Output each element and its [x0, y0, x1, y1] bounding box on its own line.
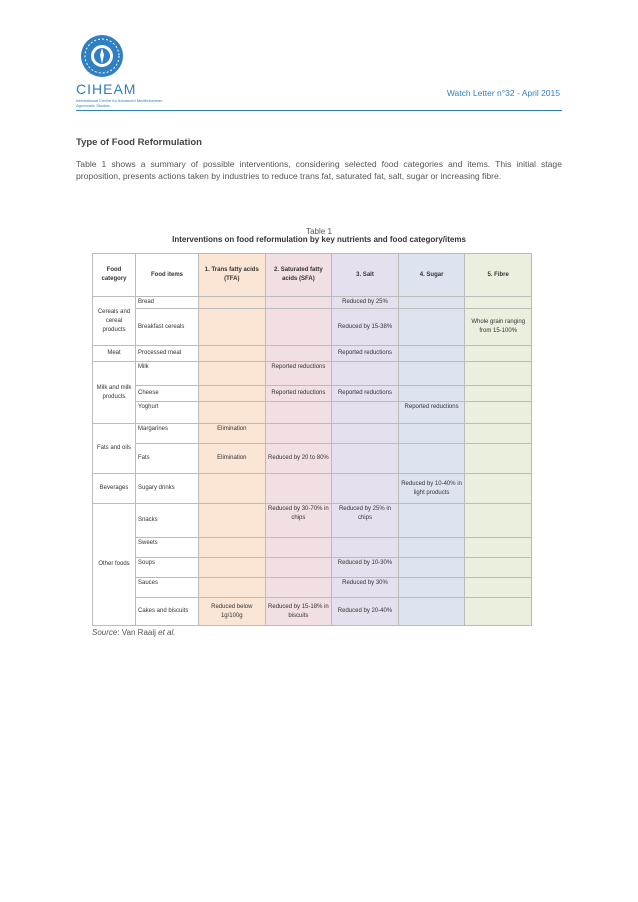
- header-tfa: 1. Trans fatty acids (TFA): [199, 254, 266, 297]
- sfa-cell: [265, 538, 332, 558]
- fibre-cell: [465, 362, 532, 386]
- tfa-cell: [199, 558, 266, 578]
- table-source: [92, 628, 175, 637]
- fibre-cell: [465, 346, 532, 362]
- tfa-cell: [199, 386, 266, 402]
- table-row: [93, 578, 532, 598]
- salt-cell: Reduced by 20-40%: [332, 598, 399, 626]
- sugar-cell: [398, 578, 465, 598]
- sfa-cell: [265, 309, 332, 346]
- sfa-cell: [265, 402, 332, 424]
- table-row: [93, 309, 532, 346]
- source-text: : Van Raaij: [117, 628, 159, 637]
- item-cell: Breakfast cereals: [136, 309, 199, 346]
- item-cell: Fats: [136, 444, 199, 474]
- logo-wordmark: CIHEAM: [76, 81, 137, 97]
- table-row: [93, 474, 532, 504]
- tfa-cell: [199, 362, 266, 386]
- fibre-cell: [465, 474, 532, 504]
- sugar-cell: [398, 386, 465, 402]
- item-cell: Margarines: [136, 424, 199, 444]
- category-meat: Meat: [93, 346, 136, 362]
- tfa-cell: [199, 309, 266, 346]
- salt-cell: [332, 362, 399, 386]
- watch-letter-label: Watch Letter n°32 - April 2015: [446, 88, 560, 98]
- sugar-cell: [398, 558, 465, 578]
- item-cell: Milk: [136, 362, 199, 386]
- category-milk: Milk and milk products: [93, 362, 136, 424]
- sugar-cell: [398, 598, 465, 626]
- table-row: [93, 346, 532, 362]
- item-cell: Bread: [136, 297, 199, 309]
- header-sugar: 4. Sugar: [398, 254, 465, 297]
- sugar-cell: [398, 346, 465, 362]
- salt-cell: Reported reductions: [332, 346, 399, 362]
- fibre-cell: [465, 538, 532, 558]
- table-title: Interventions on food reformulation by key nutrients and food category/items: [172, 235, 466, 244]
- category-cereals: Cereals and cereal products: [93, 297, 136, 346]
- table-row: [93, 598, 532, 626]
- fibre-cell: [465, 598, 532, 626]
- fibre-cell: [465, 297, 532, 309]
- item-cell: Sweets: [136, 538, 199, 558]
- category-other: Other foods: [93, 504, 136, 626]
- salt-cell: Reduced by 10-30%: [332, 558, 399, 578]
- logo-subtitle: International Centre for Advanced Mediterranean Agronomic Studies: [76, 98, 163, 108]
- salt-cell: [332, 444, 399, 474]
- header-sfa: 2. Saturated fatty acids (SFA): [265, 254, 332, 297]
- table-header-row: [93, 254, 532, 297]
- header-divider: [76, 110, 562, 111]
- category-fats: Fats and oils: [93, 424, 136, 474]
- header-fibre: 5. Fibre: [465, 254, 532, 297]
- salt-cell: [332, 538, 399, 558]
- sfa-cell: [265, 558, 332, 578]
- fibre-cell: [465, 402, 532, 424]
- tfa-cell: [199, 346, 266, 362]
- header-food-items: Food items: [136, 254, 199, 297]
- item-cell: Sugary drinks: [136, 474, 199, 504]
- item-cell: Processed meat: [136, 346, 199, 362]
- salt-cell: [332, 474, 399, 504]
- header-salt: 3. Salt: [332, 254, 399, 297]
- salt-cell: Reduced by 30%: [332, 578, 399, 598]
- table-row: [93, 297, 532, 309]
- sfa-cell: [265, 297, 332, 309]
- sugar-cell: [398, 309, 465, 346]
- reformulation-table: [92, 253, 532, 626]
- sugar-cell: [398, 362, 465, 386]
- salt-cell: Reduced by 25%: [332, 297, 399, 309]
- sfa-cell: Reduced by 30-70% in chips: [265, 504, 332, 538]
- fibre-cell: [465, 578, 532, 598]
- source-label: Source: [92, 628, 118, 637]
- fibre-cell: [465, 424, 532, 444]
- tfa-cell: Elimination: [199, 444, 266, 474]
- item-cell: Sauces: [136, 578, 199, 598]
- intro-paragraph: Table 1 shows a summary of possible interventions, considering selected food categories and items. This initial stage proposition, presents actions taken by industries to reduce trans fat, saturated fat, salt, sugar or increasing fibre.: [76, 159, 562, 181]
- salt-cell: [332, 402, 399, 424]
- header-food-category: Food category: [93, 254, 136, 297]
- salt-cell: Reduced by 25% in chips: [332, 504, 399, 538]
- sfa-cell: Reduced by 15-18% in biscuits: [265, 598, 332, 626]
- table-row: [93, 386, 532, 402]
- sfa-cell: [265, 346, 332, 362]
- source-etal: et al.: [158, 628, 176, 637]
- tfa-cell: [199, 297, 266, 309]
- item-cell: Snacks: [136, 504, 199, 538]
- fibre-cell: [465, 444, 532, 474]
- sugar-cell: [398, 297, 465, 309]
- tfa-cell: [199, 504, 266, 538]
- tfa-cell: [199, 538, 266, 558]
- ciheam-emblem-icon: [80, 34, 124, 78]
- sfa-cell: Reduced by 20 to 80%: [265, 444, 332, 474]
- item-cell: Yoghurt: [136, 402, 199, 424]
- table-caption: Table 1: [306, 227, 332, 236]
- salt-cell: Reduced by 15-38%: [332, 309, 399, 346]
- sfa-cell: Reported reductions: [265, 386, 332, 402]
- fibre-cell: [465, 386, 532, 402]
- section-title: Type of Food Reformulation: [76, 137, 202, 148]
- tfa-cell: [199, 474, 266, 504]
- sugar-cell: [398, 504, 465, 538]
- sfa-cell: [265, 474, 332, 504]
- salt-cell: [332, 424, 399, 444]
- item-cell: Soups: [136, 558, 199, 578]
- table-row: [93, 424, 532, 444]
- tfa-cell: Reduced below 1g/100g: [199, 598, 266, 626]
- fibre-cell: [465, 504, 532, 538]
- table-row: [93, 504, 532, 538]
- item-cell: Cakes and biscuits: [136, 598, 199, 626]
- sugar-cell: [398, 538, 465, 558]
- table-row: [93, 444, 532, 474]
- salt-cell: Reported reductions: [332, 386, 399, 402]
- table-row: [93, 362, 532, 386]
- table-row: [93, 558, 532, 578]
- tfa-cell: Elimination: [199, 424, 266, 444]
- fibre-cell: [465, 558, 532, 578]
- table-row: [93, 402, 532, 424]
- fibre-cell: Whole grain ranging from 15-100%: [465, 309, 532, 346]
- sugar-cell: [398, 424, 465, 444]
- sugar-cell: Reported reductions: [398, 402, 465, 424]
- sugar-cell: [398, 444, 465, 474]
- tfa-cell: [199, 402, 266, 424]
- category-beverages: Beverages: [93, 474, 136, 504]
- sfa-cell: [265, 578, 332, 598]
- item-cell: Cheese: [136, 386, 199, 402]
- sugar-cell: Reduced by 10-40% in light products: [398, 474, 465, 504]
- table-row: [93, 538, 532, 558]
- sfa-cell: [265, 424, 332, 444]
- tfa-cell: [199, 578, 266, 598]
- sfa-cell: Reported reductions: [265, 362, 332, 386]
